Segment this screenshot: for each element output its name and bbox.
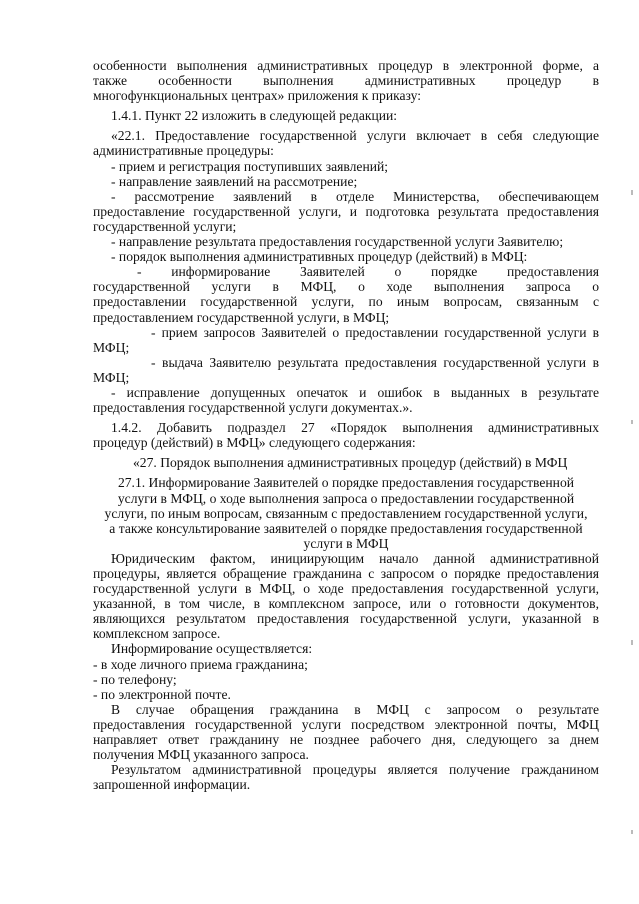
subsection-27-1-heading-line-3: услуги, по иным вопросам, связанным с предоставлением государственной услуги, <box>104 505 588 521</box>
list-item-review-line-3: государственной услуги; <box>93 218 237 234</box>
sub-item-reception-line-1: - прием запросов Заявителей о предоставлении государственной услуги в <box>151 324 599 340</box>
email-case-line-3: направляет ответ гражданину не позднее рабочего дня, следующего за днем <box>93 732 599 748</box>
sub-item-issuance-line-1: - выдача Заявителю результата предоставления государственной услуги в <box>151 354 599 370</box>
email-case-line-4: получения МФЦ указанного запроса. <box>93 747 309 763</box>
list-item-mfc-order: - порядок выполнения административных процедур (действий) в МФЦ: <box>111 249 528 265</box>
legal-fact-line-4: указанной, в том числе, в комплексном запросе, или о готовности документов, <box>93 596 599 612</box>
informing-heading: Информирование осуществляется: <box>111 641 313 657</box>
document-page <box>93 58 599 792</box>
subsection-27-1-heading-line-1: 27.1. Информирование Заявителей о порядке предоставления государственной <box>117 475 575 491</box>
list-item: - в ходе личного приема гражданина; <box>93 656 308 672</box>
list-item-correction-line-2: предоставления государственной услуги документах.». <box>93 400 413 416</box>
scan-speck <box>631 190 633 195</box>
result-line-1: Результатом административной процедуры является получение гражданином <box>111 762 599 778</box>
list-item-result: - направление результата предоставления государственной услуги Заявителю; <box>111 234 564 250</box>
sub-item-issuance-line-2: МФЦ; <box>93 369 130 385</box>
legal-fact-line-6: комплексном запросе. <box>93 626 221 642</box>
paragraph-1-4-2-line-1: 1.4.2. Добавить подраздел 27 «Порядок выполнения административных <box>111 420 599 436</box>
sub-item-informing-line-1: - информирование Заявителей о порядке предоставления <box>137 264 599 280</box>
list-item: - направление заявлений на рассмотрение; <box>111 173 358 189</box>
paragraph-22-1-line-1: «22.1. Предоставление государственной услуги включает в себя следующие <box>111 128 599 144</box>
list-item: - прием и регистрация поступивших заявлений; <box>111 158 389 174</box>
paragraph-1-4-2-line-2: процедур (действий) в МФЦ» следующего содержания: <box>93 435 416 451</box>
email-case-line-1: В случае обращения гражданина в МФЦ с запросом о результате <box>111 701 599 717</box>
sub-item-informing-line-2: государственной услуги в МФЦ, о ходе выполнения запроса о <box>93 279 599 295</box>
intro-line-1: особенности выполнения административных процедур в электронной форме, а <box>93 58 599 73</box>
subsection-27-1-heading-line-4: а также консультирование заявителей о порядке предоставления государственной <box>109 520 583 536</box>
list-item-review-line-2: предоставление государственной услуги, и подготовка результата предоставления <box>93 203 599 219</box>
section-27-heading: «27. Порядок выполнения административных процедур (действий) в МФЦ <box>133 455 568 471</box>
legal-fact-line-5: являющихся результатом предоставления государственной услуги, указанной в <box>93 611 599 627</box>
scan-speck <box>631 640 633 645</box>
result-line-2: запрошенной информации. <box>93 777 251 793</box>
scan-speck <box>631 420 633 424</box>
scan-speck <box>631 830 633 834</box>
paragraph-22-1-line-2: административные процедуры: <box>93 143 274 159</box>
intro-line-2: также особенности выполнения административных процедур в <box>93 73 599 89</box>
sub-item-informing-line-3: предоставлении государственной услуги, по иным вопросам, связанным с <box>93 294 599 310</box>
legal-fact-line-2: процедуры, является обращение гражданина с запросом о порядке предоставления <box>93 566 599 581</box>
sub-item-reception-line-2: МФЦ; <box>93 339 130 355</box>
sub-item-informing-line-4: предоставлением государственной услуги, в МФЦ; <box>93 309 390 325</box>
legal-fact-line-3: государственной услуги в МФЦ, о ходе предоставления государственной услуги, <box>93 581 599 597</box>
subsection-27-1-heading-line-2: услуги в МФЦ, о ходе выполнения запроса о предоставлении государственной <box>117 490 575 506</box>
list-item: - по электронной почте. <box>93 686 231 702</box>
intro-line-3: многофункциональных центрах» приложения к приказу: <box>93 88 422 104</box>
list-item-review-line-1: - рассмотрение заявлений в отделе Министерства, обеспечивающем <box>111 188 599 204</box>
email-case-line-2: предоставления государственной услуги посредством электронной почты, МФЦ <box>93 716 599 732</box>
legal-fact-line-1: Юридическим фактом, инициирующим начало данной административной <box>111 550 599 566</box>
subsection-27-1-heading-line-5: услуги в МФЦ <box>303 535 389 551</box>
paragraph-1-4-1: 1.4.1. Пункт 22 изложить в следующей редакции: <box>111 108 398 124</box>
list-item-correction-line-1: - исправление допущенных опечаток и ошибок в выданных в результате <box>111 384 599 400</box>
list-item: - по телефону; <box>93 671 177 687</box>
